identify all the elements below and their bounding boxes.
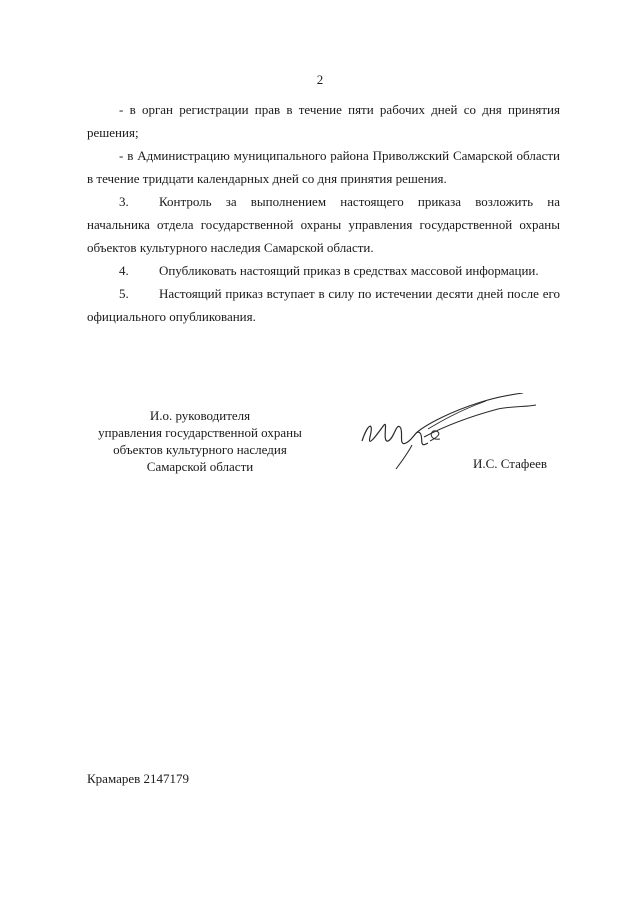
paragraph-4-text: Опубликовать настоящий приказ в средствах массовой информации. <box>159 263 539 278</box>
paragraph-3 <box>87 190 560 259</box>
signatory-line-1: И.о. руководителя <box>149 408 251 423</box>
executor-note: Крамарев 2147179 <box>87 771 190 786</box>
paragraph-5 <box>87 282 560 328</box>
signatory-line-3: объектов культурного наследия <box>113 442 287 457</box>
paragraph-3-text: Контроль за выполнением настоящего приказа возложить на начальника отдела государственной охраны управления государственной охраны объектов культурного наследия Самарской области. <box>87 194 560 255</box>
page-number: 2 <box>316 72 324 87</box>
paragraph-administration: - в Администрацию муниципального района Приволжский Самарской области в течение тридцати календарных дней со дня принятия решения. <box>87 148 560 186</box>
signatory-line-2: управления государственной охраны <box>98 425 302 440</box>
document-body <box>87 98 560 328</box>
signatory-title <box>80 407 320 475</box>
signatory-name: И.С. Стафеев <box>473 456 548 471</box>
paragraph-3-number: 3. <box>119 194 129 209</box>
signatory-line-4: Самарской области <box>146 459 254 474</box>
paragraph-registration: - в орган регистрации прав в течение пяти рабочих дней со дня принятия решения; <box>87 102 560 140</box>
paragraph-4-number: 4. <box>119 263 129 278</box>
paragraph-5-text: Настоящий приказ вступает в силу по истечении десяти дней после его официального опубликования. <box>87 286 560 324</box>
paragraph-4 <box>87 259 560 282</box>
paragraph-5-number: 5. <box>119 286 129 301</box>
